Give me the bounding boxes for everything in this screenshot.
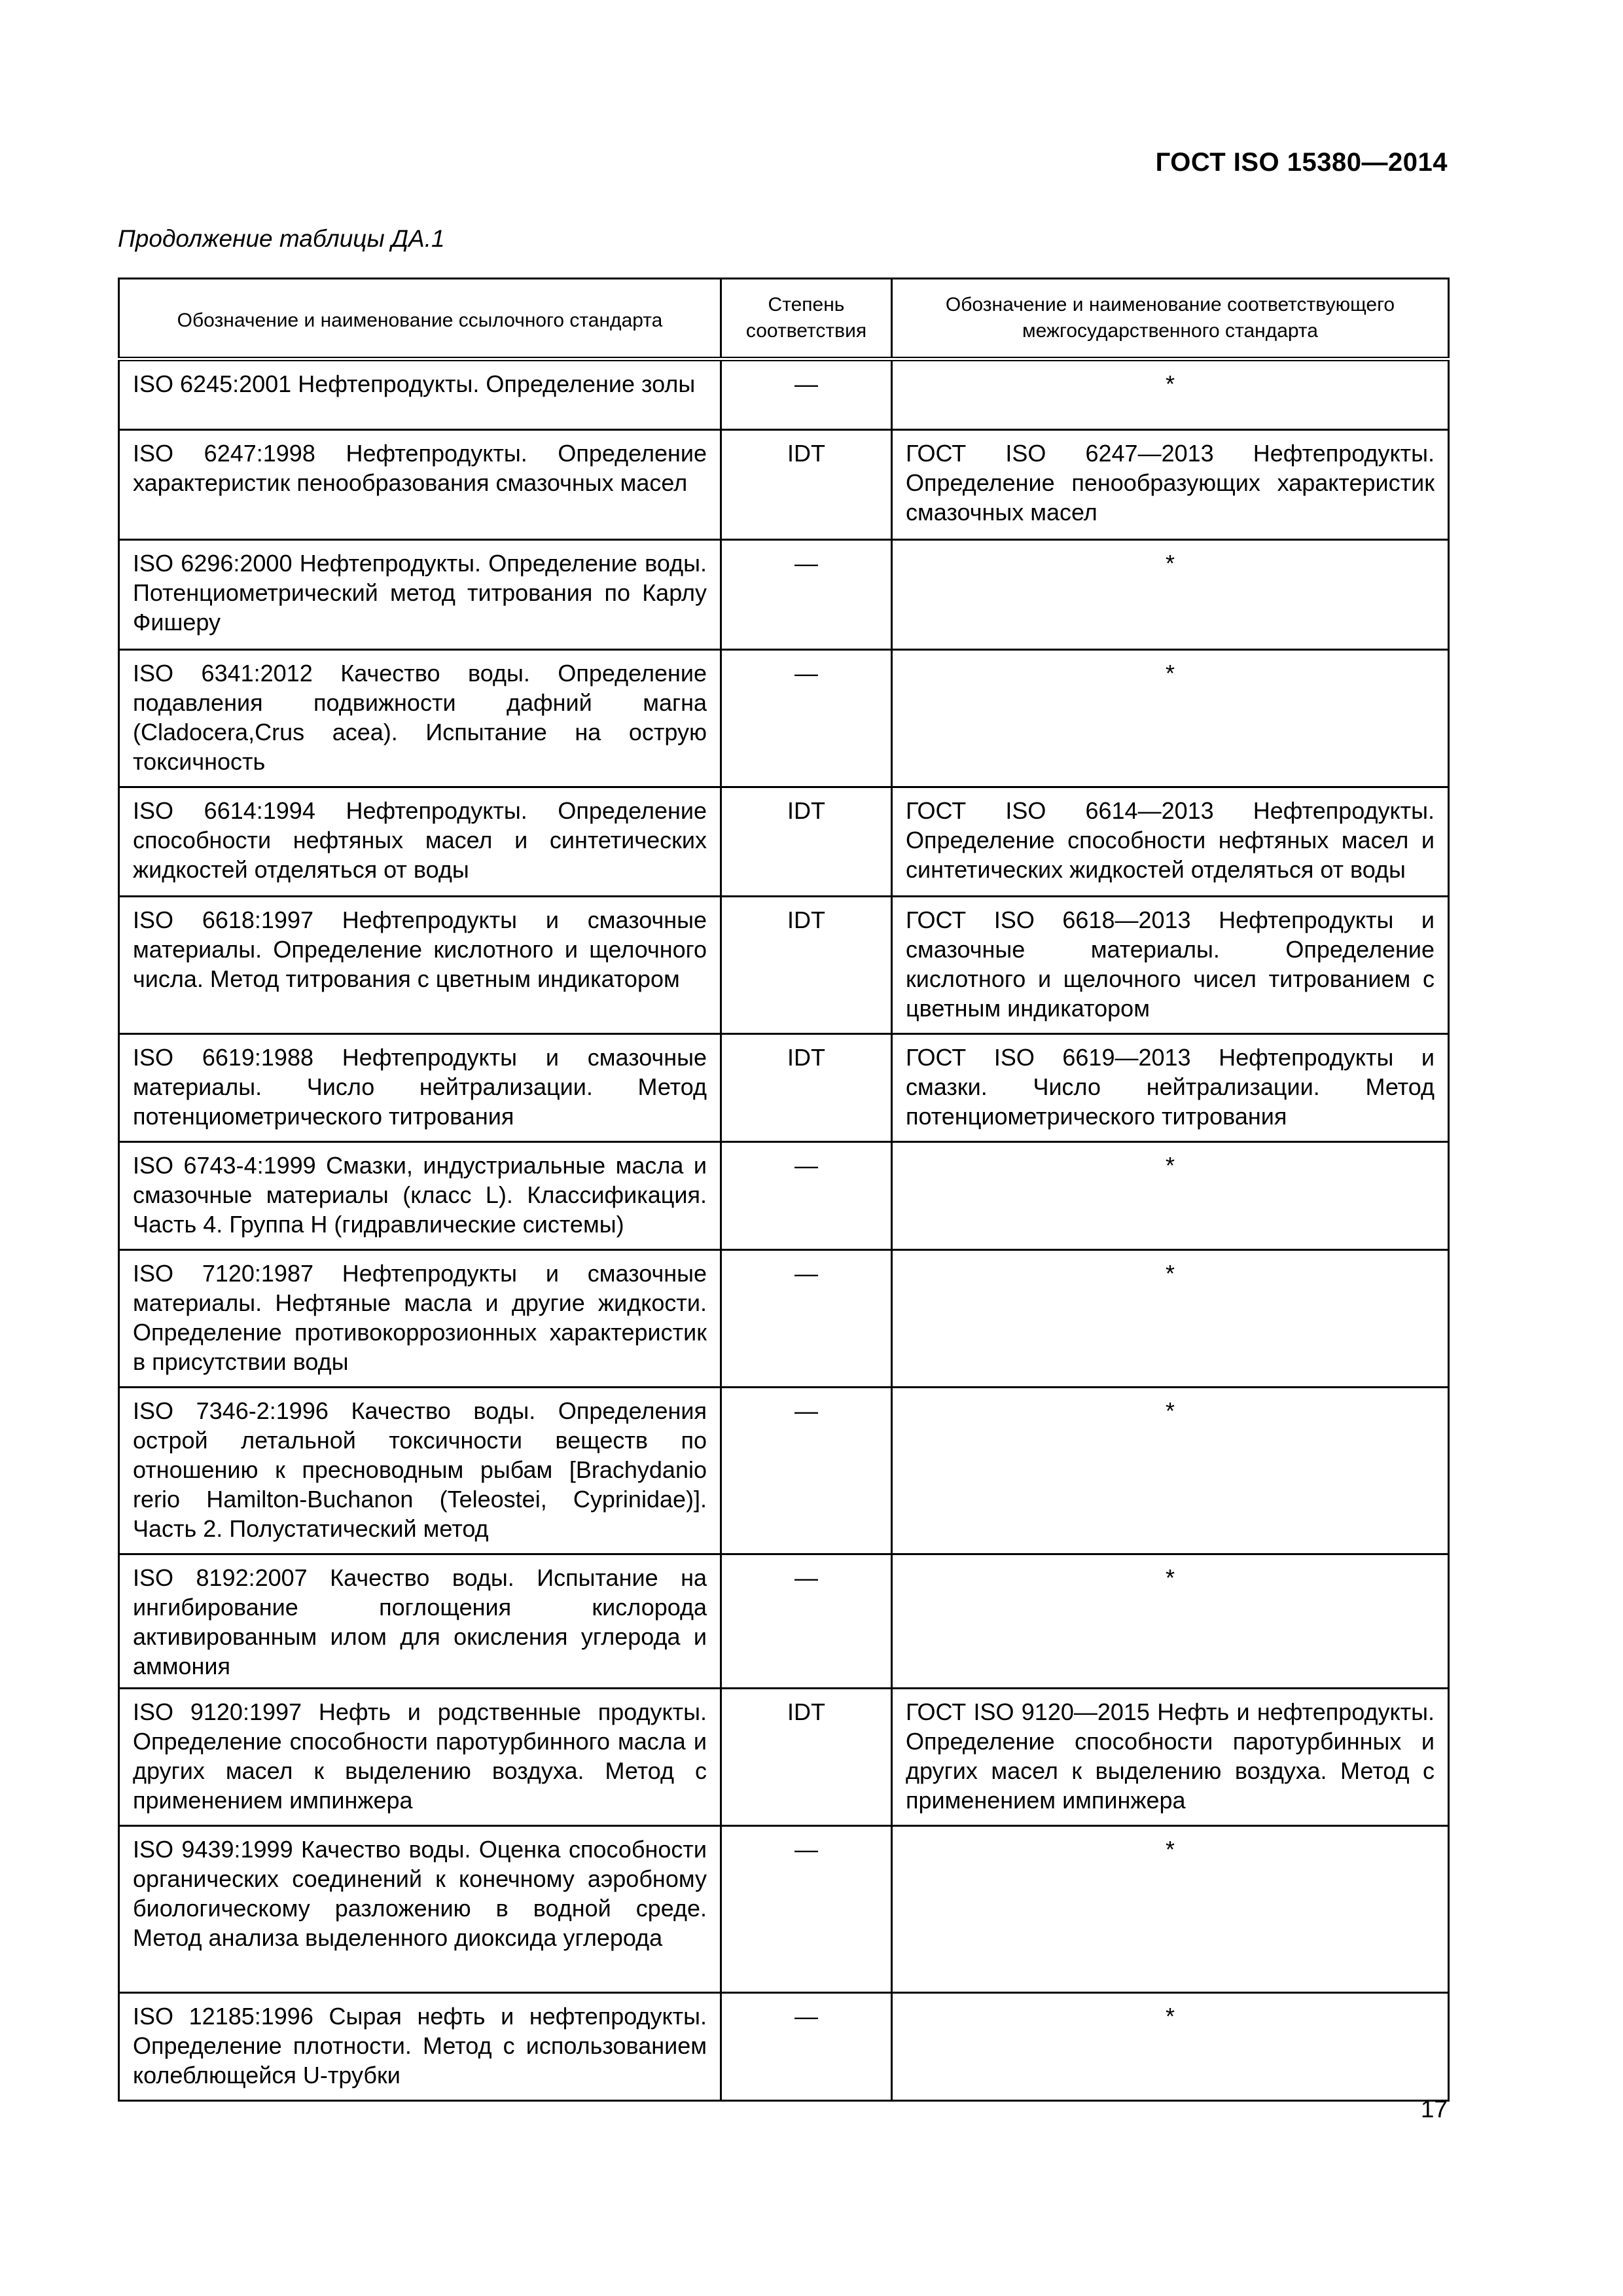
cell-reference-standard: ISO 6619:1988 Нефтепродукты и смазочные материалы. Число нейтрализации. Метод потенциометрического титрования <box>119 1034 721 1142</box>
cell-interstate-standard: * <box>892 1142 1449 1250</box>
cell-reference-standard: ISO 6614:1994 Нефтепродукты. Определение способности нефтяных масел и синтетических жидкостей отделяться от воды <box>119 787 721 897</box>
correspondence-table <box>118 278 1450 2102</box>
cell-interstate-standard: * <box>892 1388 1449 1554</box>
cell-interstate-standard: * <box>892 359 1449 430</box>
cell-reference-standard: ISO 6296:2000 Нефтепродукты. Определение воды. Потенциометрический метод титрования по Карлу Фишеру <box>119 540 721 650</box>
table-row <box>119 540 1449 650</box>
cell-degree: — <box>721 1142 892 1250</box>
table-row <box>119 1993 1449 2101</box>
column-header-degree: Степень соответствия <box>721 279 892 359</box>
column-header-reference-standard: Обозначение и наименование ссылочного стандарта <box>119 279 721 359</box>
cell-degree: — <box>721 359 892 430</box>
cell-reference-standard: ISO 6341:2012 Качество воды. Определение подавления подвижности дафний магна (Cladocera,Crus acea). Испытание на острую токсичность <box>119 650 721 787</box>
table-row <box>119 1554 1449 1689</box>
cell-interstate-standard: ГОСТ ISO 6247—2013 Нефтепродукты. Определение пенообразующих характеристик смазочных масел <box>892 430 1449 540</box>
cell-degree: — <box>721 650 892 787</box>
cell-interstate-standard: * <box>892 540 1449 650</box>
table-row <box>119 897 1449 1034</box>
cell-reference-standard: ISO 9120:1997 Нефть и родственные продукты. Определение способности паротурбинного масла и других масел к выделению воздуха. Метод с применением импинжера <box>119 1689 721 1826</box>
cell-reference-standard: ISO 8192:2007 Качество воды. Испытание на ингибирование поглощения кислорода активированным илом для окисления углерода и аммония <box>119 1554 721 1689</box>
document-id: ГОСТ ISO 15380—2014 <box>1155 148 1448 177</box>
cell-degree: IDT <box>721 787 892 897</box>
cell-degree: — <box>721 540 892 650</box>
cell-degree: — <box>721 1826 892 1993</box>
table-row <box>119 787 1449 897</box>
cell-degree: — <box>721 1388 892 1554</box>
page-number: 17 <box>1420 2096 1448 2123</box>
cell-degree: IDT <box>721 897 892 1034</box>
cell-degree: IDT <box>721 430 892 540</box>
cell-degree: IDT <box>721 1689 892 1826</box>
cell-reference-standard: ISO 9439:1999 Качество воды. Оценка способности органических соединений к конечному аэробному биологическому разложению в водной среде. Метод анализа выделенного диоксида углерода <box>119 1826 721 1993</box>
cell-degree: — <box>721 1250 892 1388</box>
table-row <box>119 1388 1449 1554</box>
cell-degree: — <box>721 1993 892 2101</box>
table-row <box>119 1689 1449 1826</box>
cell-interstate-standard: * <box>892 1250 1449 1388</box>
cell-reference-standard: ISO 7120:1987 Нефтепродукты и смазочные материалы. Нефтяные масла и другие жидкости. Определение противокоррозионных характеристик в присутствии воды <box>119 1250 721 1388</box>
table-row <box>119 1142 1449 1250</box>
cell-reference-standard: ISO 7346-2:1996 Качество воды. Определения острой летальной токсичности веществ по отношению к пресноводным рыбам [Brachydanio rerio Hamilton-Buchanon (Teleostei, Cyprinidae)]. Часть 2. Полустатический метод <box>119 1388 721 1554</box>
column-header-interstate-standard: Обозначение и наименование соответствующего межгосударственного стандарта <box>892 279 1449 359</box>
cell-reference-standard: ISO 6247:1998 Нефтепродукты. Определение характеристик пенообразования смазочных масел <box>119 430 721 540</box>
table-row <box>119 359 1449 430</box>
cell-interstate-standard: * <box>892 650 1449 787</box>
cell-reference-standard: ISO 12185:1996 Сырая нефть и нефтепродукты. Определение плотности. Метод с использованием колеблющейся U-трубки <box>119 1993 721 2101</box>
cell-interstate-standard: * <box>892 1826 1449 1993</box>
cell-interstate-standard: ГОСТ ISO 6619—2013 Нефтепродукты и смазки. Число нейтрализации. Метод потенциометрического титрования <box>892 1034 1449 1142</box>
cell-degree: IDT <box>721 1034 892 1142</box>
cell-reference-standard: ISO 6245:2001 Нефтепродукты. Определение золы <box>119 359 721 430</box>
table-row <box>119 1826 1449 1993</box>
table-row <box>119 1034 1449 1142</box>
cell-interstate-standard: * <box>892 1554 1449 1689</box>
cell-reference-standard: ISO 6618:1997 Нефтепродукты и смазочные материалы. Определение кислотного и щелочного числа. Метод титрования с цветным индикатором <box>119 897 721 1034</box>
cell-interstate-standard: ГОСТ ISO 9120—2015 Нефть и нефтепродукты. Определение способности паротурбинных и других масел к выделению воздуха. Метод с применением импинжера <box>892 1689 1449 1826</box>
cell-interstate-standard: * <box>892 1993 1449 2101</box>
table-row <box>119 1250 1449 1388</box>
cell-interstate-standard: ГОСТ ISO 6618—2013 Нефтепродукты и смазочные материалы. Определение кислотного и щелочного чисел титрованием с цветным индикатором <box>892 897 1449 1034</box>
cell-degree: — <box>721 1554 892 1689</box>
table-row <box>119 430 1449 540</box>
table-row <box>119 650 1449 787</box>
cell-interstate-standard: ГОСТ ISO 6614—2013 Нефтепродукты. Определение способности нефтяных масел и синтетических жидкостей отделяться от воды <box>892 787 1449 897</box>
cell-reference-standard: ISO 6743-4:1999 Смазки, индустриальные масла и смазочные материалы (класс L). Классификация. Часть 4. Группа Н (гидравлические системы) <box>119 1142 721 1250</box>
table-header-row <box>119 279 1449 359</box>
table-caption: Продолжение таблицы ДА.1 <box>118 225 445 252</box>
